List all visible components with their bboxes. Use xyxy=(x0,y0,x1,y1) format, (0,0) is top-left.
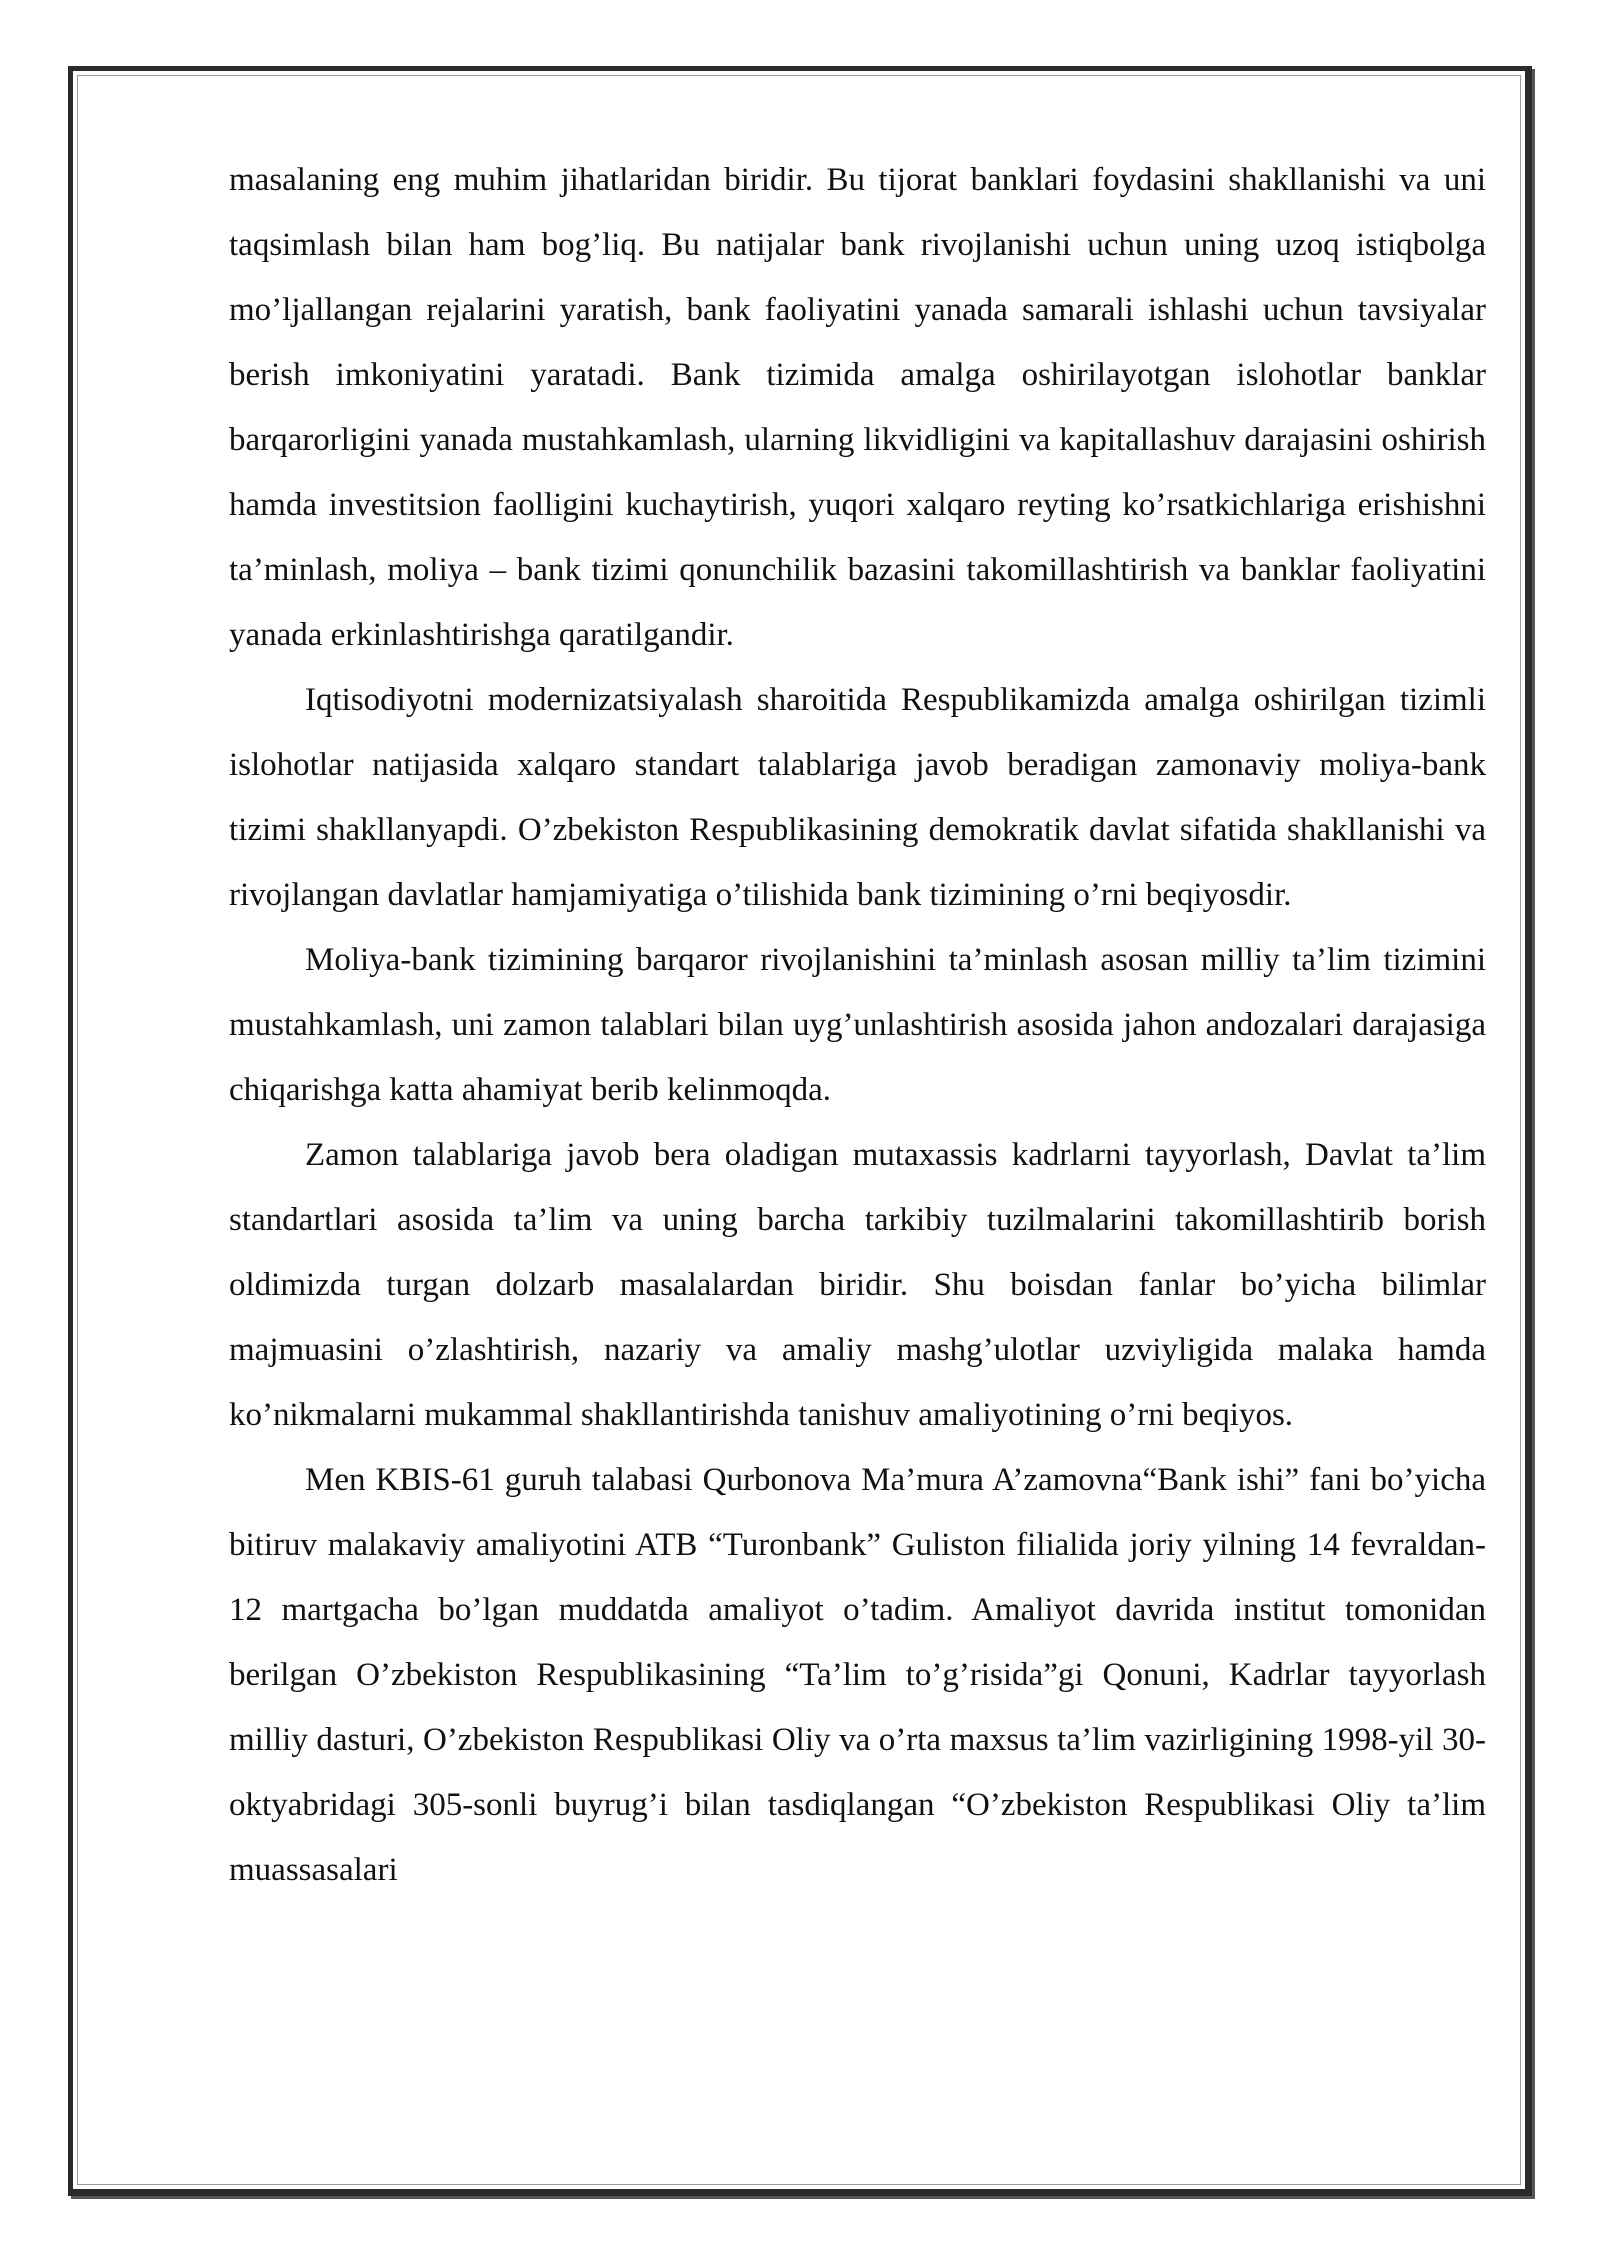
paragraph-4: Zamon talablariga javob bera oladigan mutaxassis kadrlarni tayyorlash, Davlat ta’lim standartlari asosida ta’lim va uning barcha tarkibiy tuzilmalarini takomillashtirib borish oldimizda turgan dolzarb masalalardan biridir. Shu boisdan fanlar bo’yicha bilimlar majmuasini o’zlashtirish, nazariy va amaliy mashg’ulotlar uzviyligida malaka hamda ko’nikmalarni mukammal shakllantirishda tanishuv amaliyotining o’rni beqiyos. xyxy=(229,1137,1486,1433)
paragraph-2: Iqtisodiyotni modernizatsiyalash sharoitida Respublikamizda amalga oshirilgan tizimli islohotlar natijasida xalqaro standart talablariga javob beradigan zamonaviy moliya-bank tizimi shakllanyapdi. O’zbekiston Respublikasining demokratik davlat sifatida shakllanishi va rivojlangan davlatlar hamjamiyatiga o’tilishida bank tizimining o’rni beqiyosdir. xyxy=(229,682,1486,913)
paragraph-1: masalaning eng muhim jihatlaridan biridir. Bu tijorat banklari foydasini shakllanishi va uni taqsimlash bilan ham bog’liq. Bu natijalar bank rivojlanishi uchun uning uzoq istiqbolga mo’ljallangan rejalarini yaratish, bank faoliyatini yanada samarali ishlashi uchun tavsiyalar berish imkoniyatini yaratadi. Bank tizimida amalga oshirilayotgan islohotlar banklar barqarorligini yanada mustahkamlash, ularning likvidligini va kapitallashuv darajasini oshirish hamda investitsion faolligini kuchaytirish, yuqori xalqaro reyting ko’rsatkichlariga erishishni ta’minlash, moliya – bank tizimi qonunchilik bazasini takomillashtirish va banklar faoliyatini yanada erkinlashtirishga qaratilgandir. xyxy=(229,162,1486,653)
document-body xyxy=(229,148,1486,1903)
paragraph-3: Moliya-bank tizimining barqaror rivojlanishini ta’minlash asosan milliy ta’lim tizimini mustahkamlash, uni zamon talablari bilan uyg’unlashtirish asosida jahon andozalari darajasiga chiqarishga katta ahamiyat berib kelinmoqda. xyxy=(229,942,1486,1108)
paragraph-5: Men KBIS-61 guruh talabasi Qurbonova Ma’mura A’zamovna“Bank ishi” fani bo’yicha bitiruv malakaviy amaliyotini ATB “Turonbank” Guliston filialida joriy yilning 14 fevraldan- 12 martgacha bo’lgan muddatda amaliyot o’tadim. Amaliyot davrida institut tomonidan berilgan O’zbekiston Respublikasining “Ta’lim to’g’risida”gi Qonuni, Kadrlar tayyorlash milliy dasturi, O’zbekiston Respublikasi Oliy va o’rta maxsus ta’lim vazirligining 1998-yil 30-oktyabridagi 305-sonli buyrug’i bilan tasdiqlangan “O’zbekiston Respublikasi Oliy ta’lim muassasalari xyxy=(229,1462,1486,1888)
